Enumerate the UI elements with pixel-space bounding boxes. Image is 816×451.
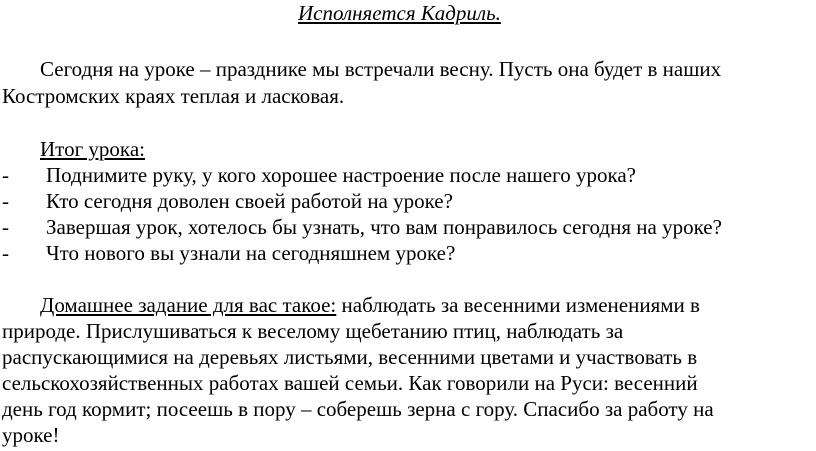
homework-line-2: природе. Прислушиваться к веселому щебетанию птиц, наблюдать за [2, 319, 624, 343]
list-item [0, 188, 816, 214]
list-dash: - [2, 189, 9, 213]
homework-line-6: уроке! [2, 423, 60, 447]
homework-line-1-text: наблюдать за весенними изменениями в [336, 293, 700, 317]
intro-line-2: Костромских краях теплая и ласковая. [2, 84, 345, 108]
homework-line-1 [40, 292, 700, 318]
list-item-text: Кто сегодня доволен своей работой на уроке? [46, 189, 453, 213]
list-item [0, 162, 816, 188]
homework-line-4: сельскохозяйственных работах вашей семьи. Как говорили на Руси: весенний [2, 371, 698, 395]
list-item [0, 240, 816, 266]
homework-label: Домашнее задание для вас такое: [40, 293, 337, 317]
list-dash: - [2, 163, 9, 187]
homework-line-5: день год кормит; посеешь в пору – соберешь зерна с гору. Спасибо за работу на [2, 397, 714, 421]
list-item [0, 214, 816, 240]
homework-line-3: распускающимися на деревьях листьями, весенними цветами и участвовать в [2, 345, 698, 369]
summary-heading: Итог урока: [40, 137, 145, 161]
list-item-text: Что нового вы узнали на сегодняшнем уроке? [46, 241, 456, 265]
list-item-text: Поднимите руку, у кого хорошее настроение после нашего урока? [46, 163, 636, 187]
list-item-text: Завершая урок, хотелось бы узнать, что вам понравилось сегодня на уроке? [46, 215, 722, 239]
list-dash: - [2, 241, 9, 265]
intro-line-1: Сегодня на уроке – празднике мы встречали весну. Пусть она будет в наших [40, 57, 722, 81]
list-dash: - [2, 215, 9, 239]
page-title: Исполняется Кадриль. [298, 1, 501, 25]
